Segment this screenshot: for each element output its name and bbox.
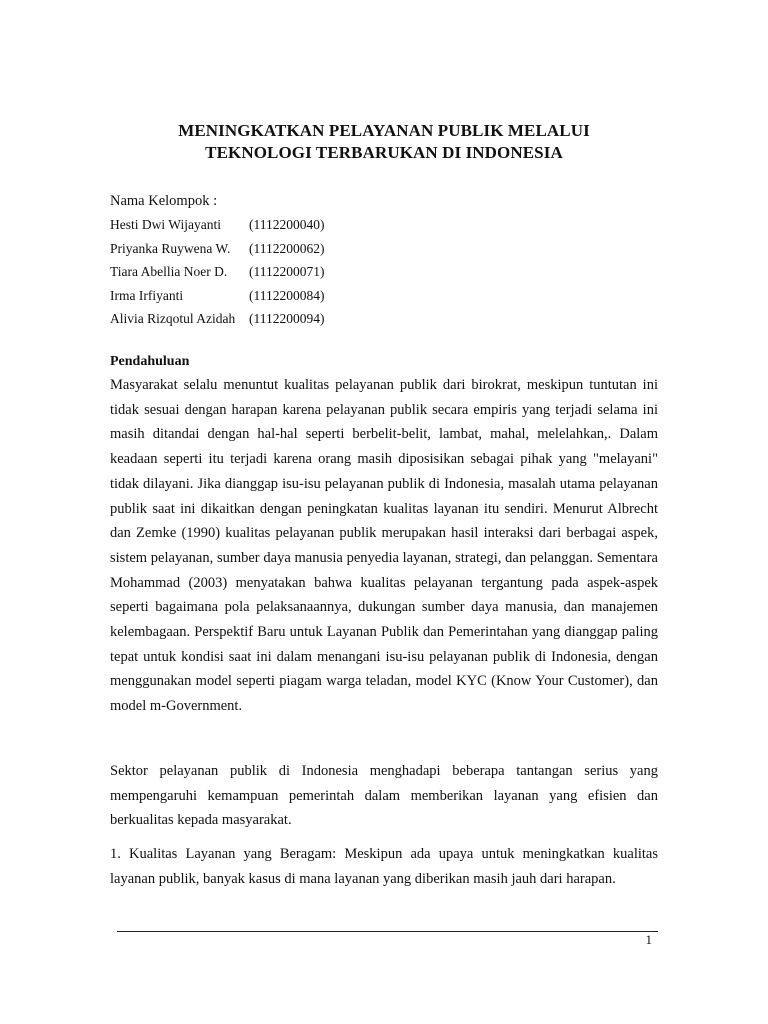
- group-label: Nama Kelompok :: [110, 193, 218, 209]
- body-paragraph-2: Sektor pelayanan publik di Indonesia menghadapi beberapa tantangan serius yang mempengaruhi kemampuan pemerintah dalam memberikan layanan yang efisien dan berkualitas kepada masyarakat.: [110, 763, 658, 829]
- member-row: [110, 239, 325, 263]
- title-line-2: TEKNOLOGI TERBARUKAN DI INDONESIA: [205, 143, 563, 162]
- member-name: Tiara Abellia Noer D.: [110, 264, 228, 279]
- footer-divider: [117, 931, 658, 932]
- member-list: [110, 215, 325, 333]
- document-title: [110, 120, 658, 164]
- member-id: (1112200062): [249, 240, 325, 256]
- body-paragraph-1: Masyarakat selalu menuntut kualitas pelayanan publik dari birokrat, meskipun tuntutan ini tidak sesuai dengan harapan karena pelayanan publik secara empiris yang terjadi selama ini masih ditandai dengan hal-hal seperti berbelit-belit, lambat, mahal, melelahkan,. Dalam keadaan seperti itu terjadi karena orang masih diposisikan sebagai pihak yang "melayani" tidak dilayani. Jika dianggap isu-isu pelayanan publik di Indonesia, masalah utama pelayanan publik saat ini dikaitkan dengan peningkatan kualitas layanan itu sendiri. Menurut Albrecht dan Zemke (1990) kualitas pelayanan publik merupakan hasil interaksi dari berbagai aspek, sistem pelayanan, sumber daya manusia penyedia layanan, strategi, dan pelanggan. Sementara Mohammad (2003) menyatakan bahwa kualitas pelayanan tergantung pada aspek-aspek seperti bagaimana pola pelaksanaannya, dukungan sumber daya manusia, dan manajemen kelembagaan. Perspektif Baru untuk Layanan Publik dan Pemerintahan yang dianggap paling tepat untuk kondisi saat ini dalam menangani isu-isu pelayanan publik di Indonesia, dengan menggunakan model seperti piagam warga teladan, model KYC (Know Your Customer), dan model m-Government.: [110, 377, 658, 715]
- member-name: Alivia Rizqotul Azidah: [110, 311, 236, 326]
- section-heading: Pendahuluan: [110, 354, 190, 369]
- member-id: (1112200094): [249, 311, 325, 326]
- member-row: [110, 215, 325, 239]
- member-row: [110, 262, 325, 286]
- page-number: 1: [645, 932, 652, 947]
- title-line-1: MENINGKATKAN PELAYANAN PUBLIK MELALUI: [178, 121, 590, 140]
- member-id: (1112200084): [249, 287, 325, 303]
- member-row: [110, 286, 325, 310]
- member-id: (1112200071): [249, 264, 325, 279]
- member-row: [110, 309, 325, 333]
- member-id: (1112200040): [249, 217, 325, 232]
- member-name: Irma Irfiyanti: [110, 287, 184, 303]
- member-name: Hesti Dwi Wijayanti: [110, 217, 221, 232]
- member-name: Priyanka Ruywena W.: [110, 240, 231, 256]
- body-paragraph-3: 1. Kualitas Layanan yang Beragam: Meskipun ada upaya untuk meningkatkan kualitas layanan publik, banyak kasus di mana layanan yang diberikan masih jauh dari harapan.: [110, 846, 658, 887]
